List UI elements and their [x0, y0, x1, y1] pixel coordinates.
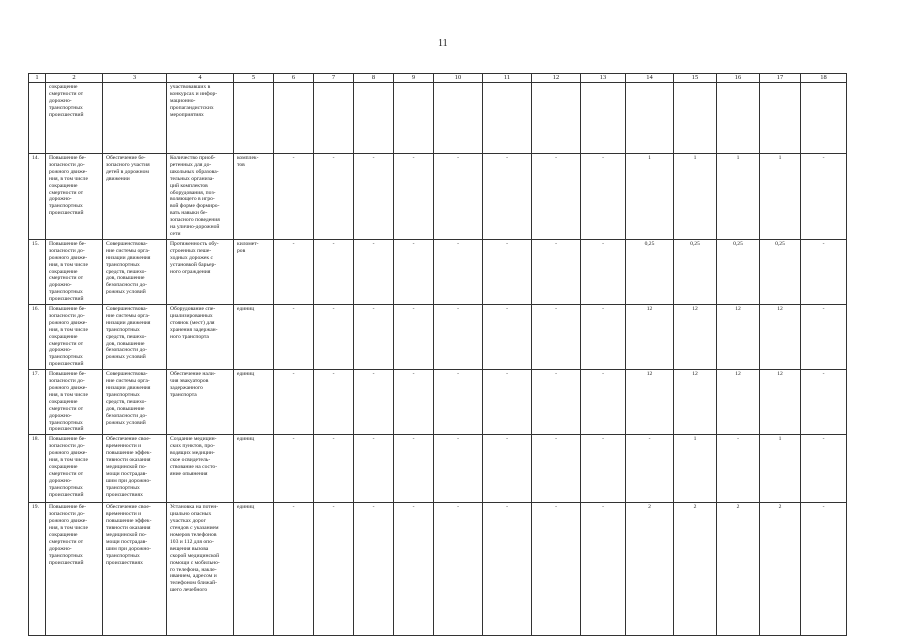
row-number: 16. [29, 305, 46, 370]
row-number: 17. [29, 370, 46, 435]
value-cell: - [581, 305, 626, 370]
value-cell: 12 [674, 370, 717, 435]
indicator-cell-text: Создание медицин- ских пунктов, про- водящих медицин- ское освидетель- ствование на состо- яние опьянения [170, 436, 218, 477]
page-number: 11 [438, 38, 448, 49]
unit-cell [234, 503, 274, 636]
row-number: 15. [29, 239, 46, 304]
column-header: 2 [46, 74, 103, 83]
indicators-table [28, 73, 847, 636]
table-row [29, 239, 847, 304]
column-header: 6 [274, 74, 314, 83]
value-cell: 2 [674, 503, 717, 636]
table-header-row [29, 74, 847, 83]
value-cell: 1 [626, 154, 674, 240]
value-cell: - [434, 503, 483, 636]
value-cell: 12 [760, 305, 801, 370]
indicator-cell-text: Количество приоб- ретенных для до- школьных образова- тельных организа- ций комплектов оборудования, поз- воляющего в игро- вой форме формиро- вать навыки бе- зопасного поведения на улично-дорожной сети [170, 155, 220, 237]
goal-cell [46, 154, 103, 240]
value-cell: - [532, 503, 581, 636]
value-cell: - [801, 239, 847, 304]
value-cell [626, 83, 674, 154]
task-cell-text: Обеспечение бе- зопасного участия детей в дорожном движении [106, 155, 150, 182]
indicator-cell [167, 305, 234, 370]
unit-cell [234, 305, 274, 370]
value-cell: - [314, 305, 354, 370]
indicator-cell [167, 154, 234, 240]
value-cell: - [483, 370, 532, 435]
column-header: 13 [581, 74, 626, 83]
value-cell: 12 [626, 305, 674, 370]
row-number: 18. [29, 435, 46, 503]
column-header: 18 [801, 74, 847, 83]
value-cell: - [483, 503, 532, 636]
column-header: 7 [314, 74, 354, 83]
value-cell: - [581, 239, 626, 304]
value-cell [801, 83, 847, 154]
value-cell [394, 83, 434, 154]
value-cell: - [483, 154, 532, 240]
value-cell: - [801, 305, 847, 370]
task-cell [103, 305, 167, 370]
unit-cell [234, 83, 274, 154]
column-header: 5 [234, 74, 274, 83]
indicator-cell-text: участвовавших в конкурсах и инфор- мационно- пропагандистских мероприятиях [170, 84, 218, 118]
value-cell: - [274, 503, 314, 636]
value-cell [532, 83, 581, 154]
unit-cell-text: километ- ров [237, 240, 259, 254]
value-cell: 0,25 [674, 239, 717, 304]
value-cell: - [717, 435, 760, 503]
value-cell: - [483, 239, 532, 304]
value-cell: - [394, 305, 434, 370]
goal-cell-text: Повышение бе- зопасности до- рожного движе- ния, в том числе сокращение смертности от дорожно- транспортных происшествий [49, 371, 88, 433]
value-cell: - [354, 370, 394, 435]
value-cell: - [581, 503, 626, 636]
value-cell: - [274, 154, 314, 240]
value-cell: 12 [717, 370, 760, 435]
unit-cell-text: единиц [237, 371, 255, 378]
task-cell-text: Совершенствова- ние системы орга- низации движения транспортных средств, пешехо- дов, повышение безопасности до- рожных условий [106, 371, 151, 426]
value-cell: 1 [674, 435, 717, 503]
table-row [29, 503, 847, 636]
value-cell [483, 83, 532, 154]
value-cell: - [274, 305, 314, 370]
value-cell [674, 83, 717, 154]
unit-cell-text: единиц [237, 436, 255, 443]
value-cell: 0,25 [760, 239, 801, 304]
value-cell: - [354, 503, 394, 636]
value-cell: 0,25 [717, 239, 760, 304]
goal-cell-text: Повышение бе- зопасности до- рожного движе- ния, в том числе сокращение смертности от дорожно- транспортных происшествий [49, 240, 88, 303]
column-header: 15 [674, 74, 717, 83]
value-cell: - [434, 305, 483, 370]
goal-cell-text: сокращение смертности от дорожно- транспортных происшествий [49, 84, 84, 118]
table-row [29, 305, 847, 370]
value-cell: - [434, 435, 483, 503]
value-cell: - [394, 239, 434, 304]
value-cell: 12 [760, 370, 801, 435]
column-header: 17 [760, 74, 801, 83]
value-cell: - [434, 154, 483, 240]
goal-cell [46, 370, 103, 435]
table-body [29, 74, 847, 636]
value-cell: - [532, 435, 581, 503]
value-cell: - [483, 305, 532, 370]
value-cell: - [483, 435, 532, 503]
unit-cell [234, 435, 274, 503]
task-cell-text: Обеспечение свое- временности и повышение эффек- тивности оказания медицинской по- мощи пострадав- шим при дорожно- транспортных происшествиях [106, 504, 152, 566]
goal-cell-text: Повышение бе- зопасности до- рожного движе- ния, в том числе сокращение смертности от дорожно- транспортных происшествий [49, 306, 88, 368]
value-cell [314, 83, 354, 154]
column-header: 4 [167, 74, 234, 83]
value-cell: - [274, 239, 314, 304]
value-cell: - [581, 435, 626, 503]
value-cell: - [314, 239, 354, 304]
value-cell: - [532, 370, 581, 435]
column-header: 8 [354, 74, 394, 83]
task-cell [103, 435, 167, 503]
unit-cell-text: комплек- тов [237, 155, 259, 168]
value-cell: - [801, 370, 847, 435]
value-cell: - [581, 154, 626, 240]
table-row [29, 370, 847, 435]
column-header: 1 [29, 74, 46, 83]
value-cell: - [801, 154, 847, 240]
column-header: 16 [717, 74, 760, 83]
task-cell-text: Совершенствова- ние системы орга- низации движения транспортных средств, пешехо- дов, повышение безопасности до- рожных условий [106, 240, 151, 296]
value-cell [274, 83, 314, 154]
task-cell [103, 370, 167, 435]
value-cell: - [581, 370, 626, 435]
goal-cell [46, 435, 103, 503]
goal-cell-text: Повышение бе- зопасности до- рожного движе- ния, в том числе сокращение смертности от дорожно- транспортных происшествий [49, 436, 88, 498]
value-cell: - [354, 154, 394, 240]
indicator-cell [167, 370, 234, 435]
indicator-cell-text: Установка на потен- циально опасных участках дорог стендов с указанием номеров телефонов 103 и 112 для опо- вещения вызова скорой медицинской помощи с мобильно- го телефона, накле- иванием, адресом и телефоном ближай- шего лечебного [170, 504, 220, 594]
goal-cell [46, 503, 103, 636]
value-cell: - [532, 154, 581, 240]
value-cell: 12 [674, 305, 717, 370]
goal-cell-text: Повышение бе- зопасности до- рожного движе- ния, в том числе сокращение смертности от дорожно- транспортных происшествий [49, 504, 88, 566]
value-cell [434, 83, 483, 154]
table-row [29, 435, 847, 503]
value-cell: - [801, 503, 847, 636]
unit-cell [234, 239, 274, 304]
unit-cell-text: единиц [237, 504, 255, 511]
value-cell: - [394, 370, 434, 435]
indicator-cell [167, 435, 234, 503]
value-cell: 12 [717, 305, 760, 370]
task-cell-text: Совершенствова- ние системы орга- низации движения транспортных средств, пешехо- дов, повышение безопасности до- рожных условий [106, 306, 151, 361]
goal-cell [46, 239, 103, 304]
value-cell: - [274, 370, 314, 435]
column-header: 14 [626, 74, 674, 83]
value-cell [354, 83, 394, 154]
unit-cell-text: единиц [237, 306, 255, 313]
value-cell: 12 [626, 370, 674, 435]
indicator-cell [167, 239, 234, 304]
value-cell: - [434, 370, 483, 435]
column-header: 12 [532, 74, 581, 83]
value-cell [760, 83, 801, 154]
indicator-cell-text: Обеспечение нали- чия эвакуаторов задержанного транспорта [170, 371, 216, 398]
row-number: 19. [29, 503, 46, 636]
goal-cell [46, 305, 103, 370]
value-cell: - [532, 305, 581, 370]
table-row [29, 154, 847, 240]
task-cell-text: Обеспечение свое- временности и повышение эффек- тивности оказания медицинской по- мощи пострадав- шим при дорожно- транспортных происшествиях [106, 436, 152, 498]
value-cell: - [626, 435, 674, 503]
value-cell: - [354, 239, 394, 304]
value-cell: - [314, 370, 354, 435]
value-cell: - [274, 435, 314, 503]
value-cell: - [314, 435, 354, 503]
task-cell [103, 503, 167, 636]
value-cell: 2 [626, 503, 674, 636]
goal-cell [46, 83, 103, 154]
table-row [29, 83, 847, 154]
value-cell: 2 [717, 503, 760, 636]
value-cell: 0,25 [626, 239, 674, 304]
column-header: 9 [394, 74, 434, 83]
value-cell: - [394, 435, 434, 503]
column-header: 10 [434, 74, 483, 83]
column-header: 3 [103, 74, 167, 83]
column-header: 11 [483, 74, 532, 83]
unit-cell [234, 370, 274, 435]
indicator-cell [167, 83, 234, 154]
value-cell: - [354, 305, 394, 370]
task-cell [103, 83, 167, 154]
value-cell: - [394, 503, 434, 636]
value-cell: - [532, 239, 581, 304]
value-cell: - [394, 154, 434, 240]
row-number: 14. [29, 154, 46, 240]
value-cell [717, 83, 760, 154]
value-cell: 1 [760, 154, 801, 240]
value-cell: 1 [717, 154, 760, 240]
value-cell: - [354, 435, 394, 503]
value-cell: - [314, 154, 354, 240]
task-cell [103, 154, 167, 240]
value-cell: 1 [760, 435, 801, 503]
value-cell: 2 [760, 503, 801, 636]
row-number [29, 83, 46, 154]
value-cell: 1 [674, 154, 717, 240]
value-cell: - [801, 435, 847, 503]
value-cell: - [434, 239, 483, 304]
value-cell [581, 83, 626, 154]
task-cell [103, 239, 167, 304]
indicator-cell [167, 503, 234, 636]
unit-cell [234, 154, 274, 240]
indicator-cell-text: Оборудование спе- циализированных стоянок (мест) для хранения задержан- ного транспорта [170, 306, 218, 340]
value-cell: - [314, 503, 354, 636]
indicator-cell-text: Протяженность обу- строенных пеше- ходных дорожек с установкой барьер- ного ограждения [170, 240, 219, 275]
goal-cell-text: Повышение бе- зопасности до- рожного движе- ния, в том числе сокращение смертности от дорожно- транспортных происшествий [49, 155, 88, 217]
